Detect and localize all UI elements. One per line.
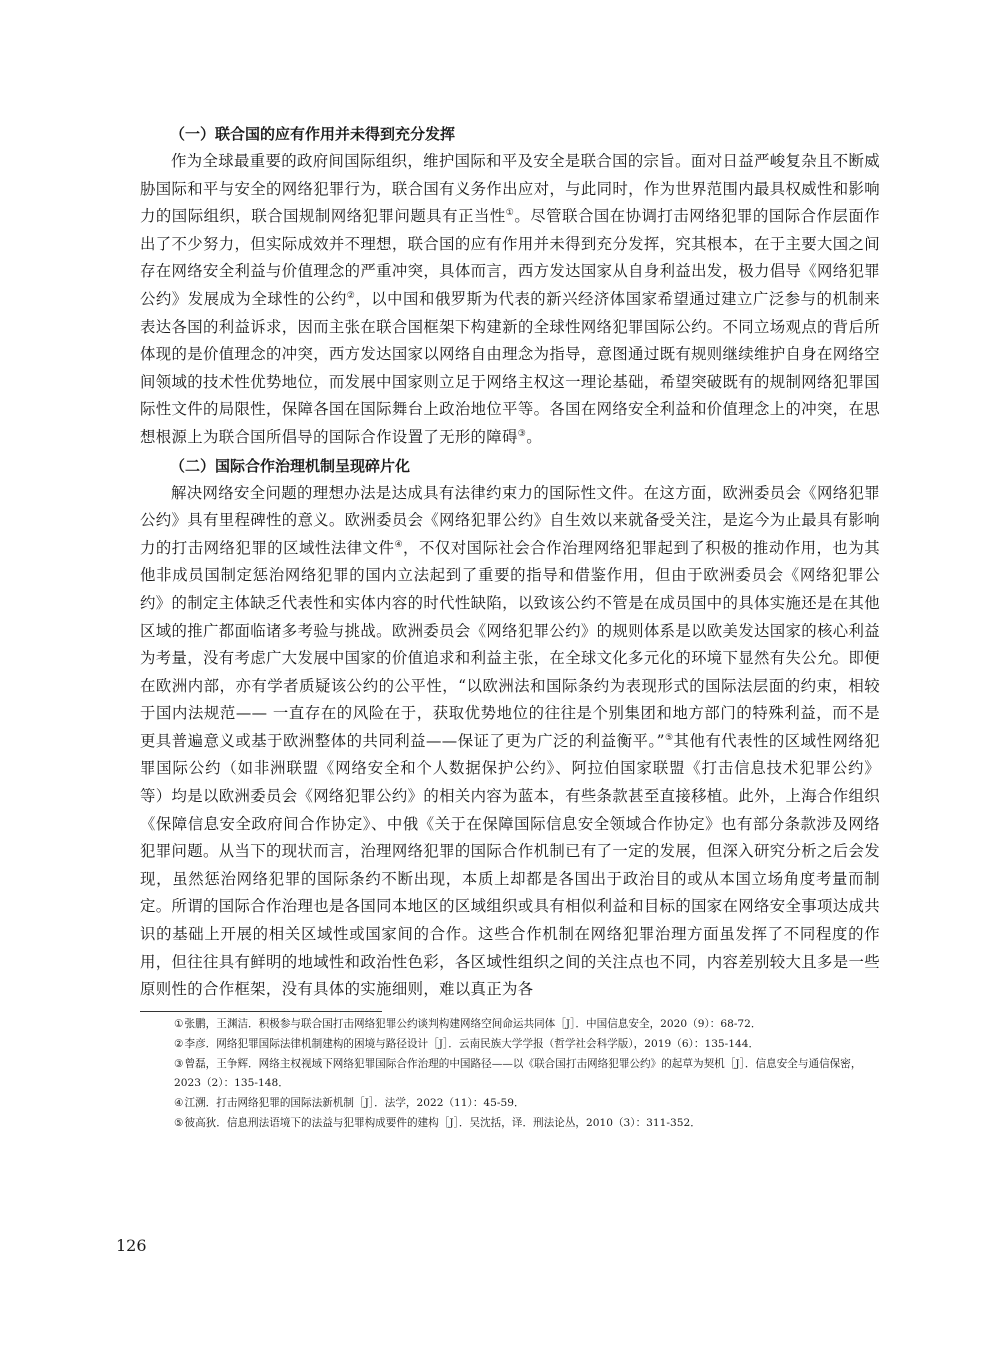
text-run: 。 [526, 427, 542, 446]
footnote-text: 彼高狄．信息刑法语境下的法益与犯罪构成要件的建构［J］．吴沈括，译．刑法论丛，2010（3）：311-352． [184, 1116, 701, 1129]
footnote-4 [140, 1094, 880, 1114]
footnote-text: 曾磊，王争辉．网络主权视域下网络犯罪国际合作治理的中国路径——以《联合国打击网络犯罪公约》的起草为契机［J］．信息安全与通信保密，2023（2）：135-148． [174, 1057, 862, 1090]
footnote-mark: ⑤ [174, 1116, 184, 1129]
section-heading-2: （二）国际合作治理机制呈现碎片化 [170, 456, 411, 475]
text-run: ，以中国和俄罗斯为代表的新兴经济体国家希望通过建立广泛参与的机制来表达各国的利益诉求，因而主张在联合国框架下构建新的全球性网络犯罪国际公约。不同立场观点的背后所体现的是价值理念的冲突，西方发达国家以网络自由理念为指导，意图通过既有规则继续维护自身在网络空间领域的技术性优势地位，而发展中国家则立足于网络主权这一理论基础，希望突破既有的规制网络犯罪国际性文件的局限性，保障各国在国际舞台上政治地位平等。各国在网络安全利益和价值理念上的冲突，在思想根源上为联合国所倡导的国际合作设置了无形的障碍 [140, 289, 880, 446]
page-number: 126 [116, 1236, 147, 1255]
footnote-text: 李彦．网络犯罪国际法律机制建构的困境与路径设计［J］．云南民族大学学报（哲学社会科学版），2019（6）：135-144． [184, 1037, 760, 1050]
footnote-mark: ④ [174, 1097, 184, 1110]
footnote-mark: ① [174, 1018, 184, 1030]
footnote-2 [140, 1035, 880, 1055]
footnote-mark: ② [174, 1037, 184, 1050]
footnote-mark: ③ [174, 1057, 184, 1070]
footnote-text: 江溯．打击网络犯罪的国际法新机制［J］．法学，2022（11）：45-59． [184, 1097, 525, 1110]
section-2-paragraph [140, 480, 880, 1004]
footnote-5 [140, 1114, 880, 1134]
footnote-divider [140, 1011, 382, 1012]
main-content [140, 120, 880, 1004]
footnote-ref-1[interactable]: ① [505, 208, 515, 219]
footnote-ref-5[interactable]: ⑤ [664, 732, 674, 743]
footnote-ref-2[interactable]: ② [346, 290, 356, 301]
footnote-ref-4[interactable]: ④ [394, 539, 404, 550]
text-run: 作为全球最重要的政府间国际组织，维护国际和平及安全是联合国的宗旨。面对日益严峻复杂且不断威胁国际和平与安全的网络犯罪行为，联合国有义务作出应对，与此同时，作为世界范围内最具权威性和影响力的国际组织，联合国规制网络犯罪问题具有正当性 [140, 152, 880, 226]
text-run: 其他有代表性的区域性网络犯罪国际公约（如非洲联盟《网络安全和个人数据保护公约》、阿拉伯国家联盟《打击信息技术犯罪公约》等）均是以欧洲委员会《网络犯罪公约》的相关内容为蓝本，有些条款甚至直接移植。此外，上海合作组织《保障信息安全政府间合作协定》、中俄《关于在保障国际信息安全领域合作协定》也有部分条款涉及网络犯罪问题。从当下的现状而言，治理网络犯罪的国际合作机制已有了一定的发展，但深入研究分析之后会发现，虽然惩治网络犯罪的国际条约不断出现，本质上却都是各国出于政治目的或从本国立场角度考量而制定。所谓的国际合作治理也是各国同本地区的区域组织或具有相似利益和目标的国家在网络安全事项达成共识的基础上开展的相关区域性或国家间的合作。这些合作机制在网络犯罪治理方面虽发挥了不同程度的作用，但往往具有鲜明的地域性和政治性色彩，各区域性组织之间的关注点也不同，内容差别较大且多是一些原则性的合作框架，没有具体的实施细则，难以真正为各 [140, 731, 880, 999]
text-run: 解决网络安全问题的理想办法是达成具有法律约束力的国际性文件。在这方面，欧洲委员会《网络犯罪公约》具有里程碑性的意义。欧洲委员会《网络犯罪公约》自生效以来就备受关注，是迄今为止最具有影响力的打击网络犯罪的区域性法律文件 [140, 483, 880, 557]
footnote-text: 张鹏，王渊洁．积极参与联合国打击网络犯罪公约谈判构建网络空间命运共同体［J］．中国信息安全，2020（9）：68-72． [184, 1018, 762, 1030]
footnote-3 [140, 1055, 880, 1095]
section-heading-1: （一）联合国的应有作用并未得到充分发挥 [170, 125, 456, 143]
text-run: ，不仅对国际社会合作治理网络犯罪起到了积极的推动作用，也为其他非成员国制定惩治网络犯罪的国内立法起到了重要的指导和借鉴作用，但由于欧洲委员会《网络犯罪公约》的制定主体缺乏代表性和实体内容的时代性缺陷，以致该公约不管是在成员国中的具体实施还是在其他区域的推广都面临诸多考验与挑战。欧洲委员会《网络犯罪公约》的规则体系是以欧美发达国家的核心利益为考量，没有考虑广大发展中国家的价值追求和利益主张，在全球文化多元化的环境下显然有失公允。即便在欧洲内部，亦有学者质疑该公约的公平性，“以欧洲法和国际条约为表现形式的国际法层面的约束，相较于国内法规范—— 一直存在的风险在于，获取优势地位的往往是个别集团和地方部门的特殊利益，而不是更具普遍意义或基于欧洲整体的共同利益——保证了更为广泛的利益衡平。” [140, 538, 880, 750]
footnote-ref-3[interactable]: ③ [517, 428, 527, 439]
footnotes [140, 1015, 880, 1134]
text-run: 。尽管联合国在协调打击网络犯罪的国际合作层面作出了不少努力，但实际成效并不理想，联合国的应有作用并未得到充分发挥，究其根本，在于主要大国之间存在网络安全利益与价值理念的严重冲突，具体而言，西方发达国家从自身利益出发，极力倡导《网络犯罪公约》发展成为全球性的公约 [140, 207, 880, 308]
footnote-1 [140, 1015, 880, 1035]
section-1-paragraph [140, 148, 880, 452]
